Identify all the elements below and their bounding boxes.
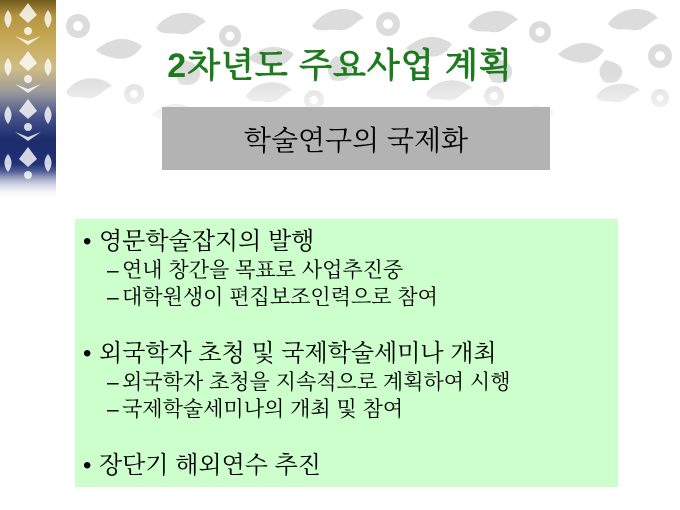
bullet-group-1 [81, 227, 612, 311]
bullet-item [81, 339, 612, 369]
korean-ornament-icon [0, 0, 56, 200]
sub-bullet-text: 연내 창간을 목표로 사업추진중 [122, 259, 404, 282]
bullet-text: 외국학자 초청 및 국제학술세미나 개최 [99, 340, 497, 367]
sub-bullet-item [81, 369, 612, 396]
slide-title: 2차년도 주요사업 계획 [167, 47, 513, 85]
bullet-marker: • [83, 452, 92, 479]
sub-bullet-item [81, 257, 612, 284]
bullet-text: 장단기 해외연수 추진 [99, 452, 321, 479]
bullet-text: 영문학술잡지의 발행 [99, 228, 315, 255]
sub-bullet-item [81, 396, 612, 423]
bullet-item [81, 227, 612, 257]
dash-marker: – [107, 286, 119, 309]
bullet-marker: • [83, 228, 92, 255]
bullet-group-3 [81, 451, 612, 481]
subtitle-text: 학술연구의 국제화 [243, 124, 469, 156]
bullet-group-2 [81, 339, 612, 423]
subtitle-box [162, 107, 550, 170]
sub-bullet-text: 대학원생이 편집보조인력으로 참여 [122, 286, 438, 309]
dash-marker: – [107, 398, 119, 421]
dash-marker: – [107, 371, 119, 394]
content-box [75, 219, 618, 487]
left-ornament-band [0, 0, 56, 200]
sub-bullet-item [81, 284, 612, 311]
sub-bullet-text: 외국학자 초청을 지속적으로 계획하여 시행 [122, 371, 511, 394]
bullet-item [81, 451, 612, 481]
dash-marker: – [107, 259, 119, 282]
sub-bullet-text: 국제학술세미나의 개최 및 참여 [122, 398, 404, 421]
bullet-marker: • [83, 340, 92, 367]
